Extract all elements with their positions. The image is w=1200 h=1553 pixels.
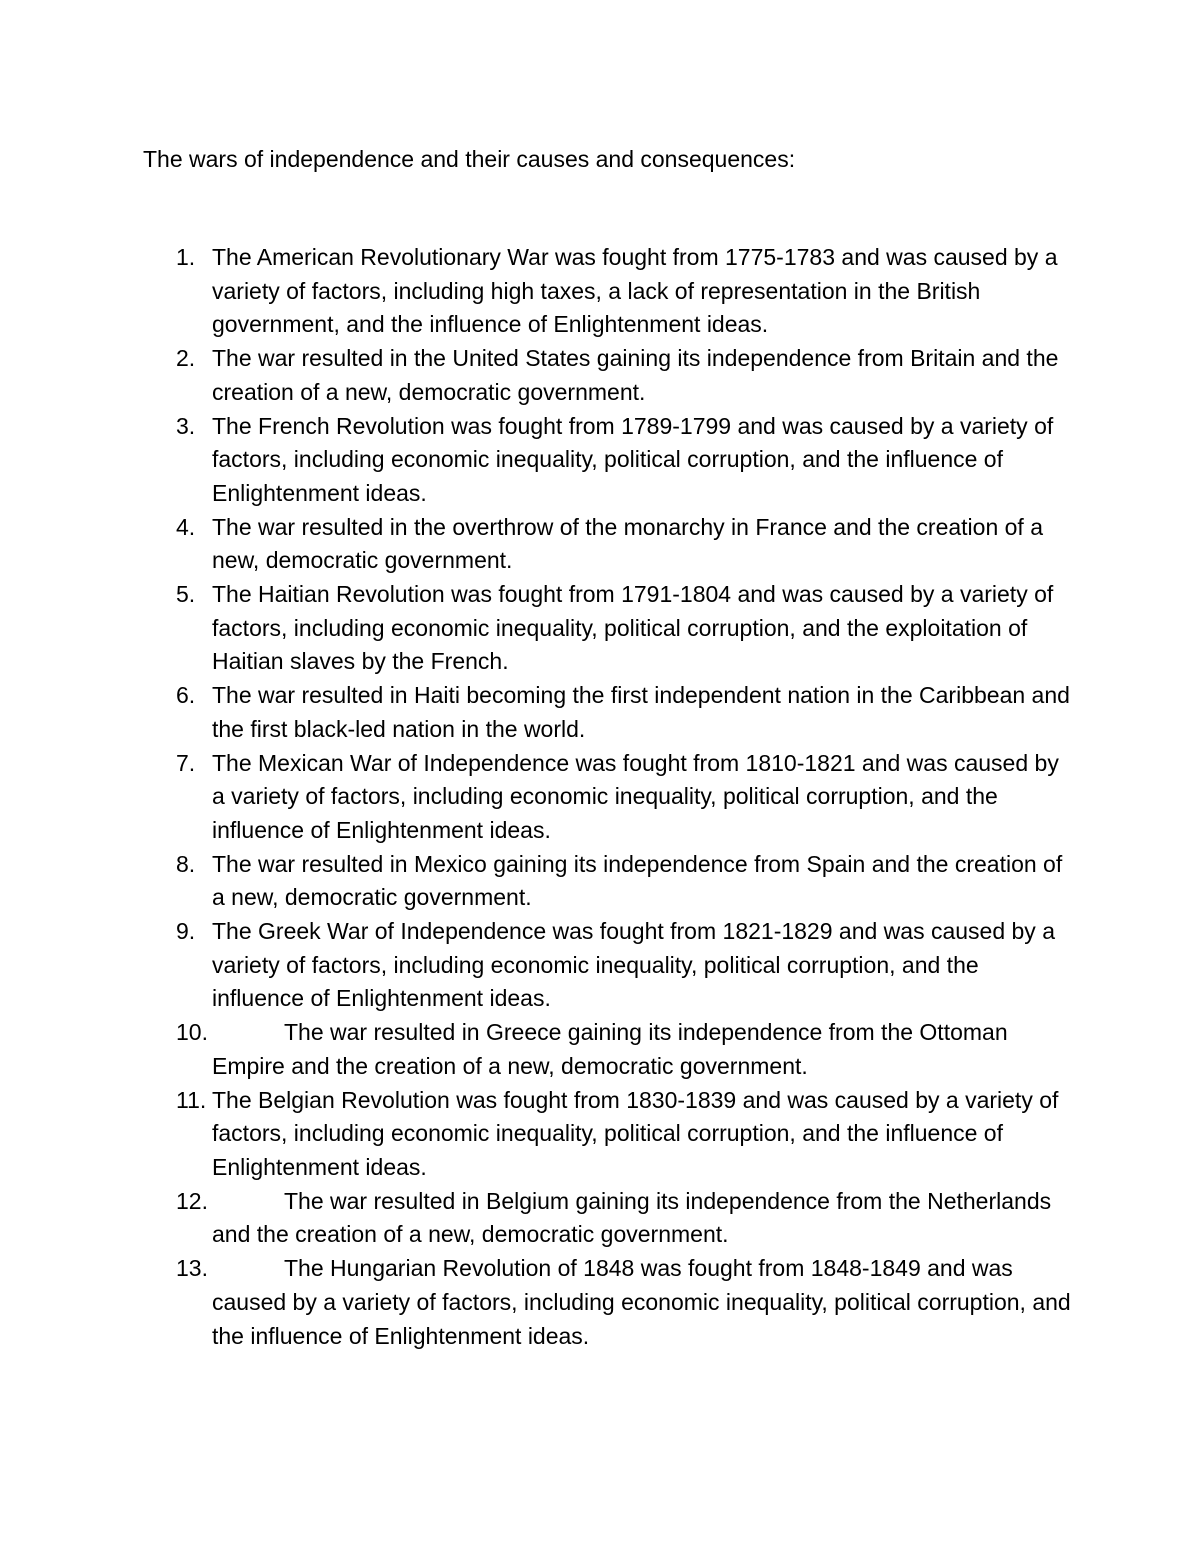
list-item-number: 11. xyxy=(176,1086,207,1113)
numbered-list xyxy=(143,241,1073,1353)
list-item-text: The war resulted in Belgium gaining its independence from the Netherlands and the creation of a new, democratic government. xyxy=(212,1187,1052,1248)
document-title: The wars of independence and their causes and consequences: xyxy=(143,146,796,172)
list-item xyxy=(143,848,1073,915)
list-item-number: 9. xyxy=(176,918,196,945)
list-item xyxy=(143,1016,1073,1083)
list-item-number: 4. xyxy=(176,513,196,540)
list-item-text: The war resulted in Greece gaining its independence from the Ottoman Empire and the creation of a new, democratic government. xyxy=(212,1019,1008,1079)
list-item-number: 1. xyxy=(176,244,196,270)
list-item-text: The Haitian Revolution was fought from 1791-1804 and was caused by a variety of factors, including economic inequality, political corruption, and the exploitation of Haitian slaves by the French. xyxy=(212,581,1054,675)
list-item xyxy=(143,410,1073,511)
list-item xyxy=(143,1185,1073,1252)
list-item-text: The Hungarian Revolution of 1848 was fought from 1848-1849 and was caused by a variety of factors, including economic inequality, political corruption, and the influence of Enlightenment ideas. xyxy=(212,1255,1071,1349)
list-item xyxy=(143,342,1073,409)
list-item xyxy=(143,241,1073,342)
list-item-text: The Greek War of Independence was fought from 1821-1829 and was caused by a variety of factors, including economic inequality, political corruption, and the influence of Enlightenment ideas. xyxy=(212,918,1055,1012)
list-item xyxy=(143,511,1073,578)
list-item xyxy=(143,915,1073,1016)
list-item-number: 13. xyxy=(176,1255,208,1282)
list-item-text: The war resulted in the overthrow of the monarchy in France and the creation of a new, democratic government. xyxy=(212,513,1043,574)
list-item-number: 6. xyxy=(176,682,196,709)
list-item-text: The French Revolution was fought from 1789-1799 and was caused by a variety of factors, including economic inequality, political corruption, and the influence of Enlightenment ideas. xyxy=(212,412,1054,506)
list-item-text: The war resulted in Haiti becoming the first independent nation in the Caribbean and the first black-led nation in the world. xyxy=(212,682,1070,742)
list-item-number: 2. xyxy=(176,345,196,372)
list-item-text: The Mexican War of Independence was fought from 1810-1821 and was caused by a variety of factors, including economic inequality, political corruption, and the influence of Enlightenment ideas. xyxy=(212,749,1059,843)
list-item xyxy=(143,578,1073,679)
list-item xyxy=(143,679,1073,746)
list-item-text: The war resulted in the United States gaining its independence from Britain and the creation of a new, democratic government. xyxy=(212,345,1059,405)
list-item-number: 3. xyxy=(176,412,196,439)
list-item xyxy=(143,747,1073,848)
list-item-number: 8. xyxy=(176,850,196,877)
list-item xyxy=(143,1252,1073,1353)
list-item-number: 12. xyxy=(176,1187,208,1214)
list-item-number: 5. xyxy=(176,581,196,608)
list-item-number: 10. xyxy=(176,1019,208,1046)
list-item-text: The Belgian Revolution was fought from 1830-1839 and was caused by a variety of factors, including economic inequality, political corruption, and the influence of Enlightenment ideas. xyxy=(212,1086,1059,1180)
list-item-text: The war resulted in Mexico gaining its independence from Spain and the creation of a new, democratic government. xyxy=(212,850,1063,911)
list-item-number: 7. xyxy=(176,749,196,776)
list-item xyxy=(143,1084,1073,1185)
list-item-text: The American Revolutionary War was fought from 1775-1783 and was caused by a variety of factors, including high taxes, a lack of representation in the British government, and the influence of Enlightenment ideas. xyxy=(212,244,1058,338)
